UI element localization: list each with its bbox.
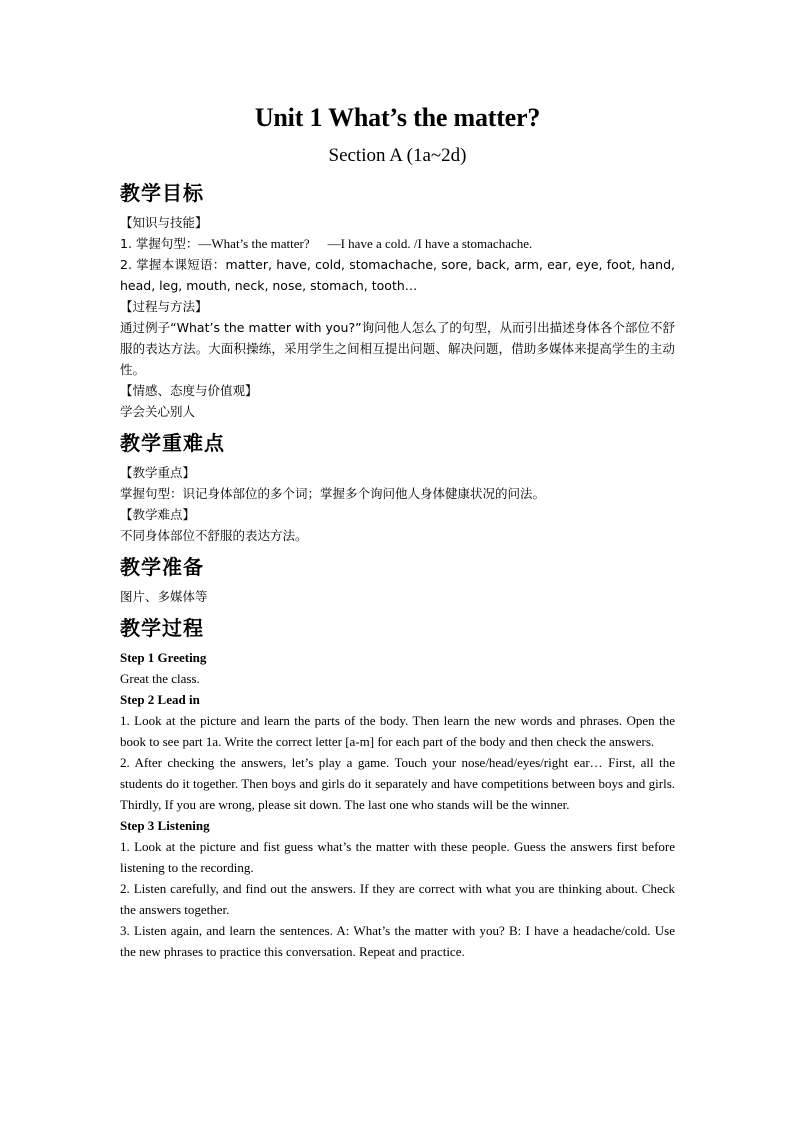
objectives-section xyxy=(120,178,675,422)
key-points-section xyxy=(120,428,675,546)
difficulty-text: 不同身体部位不舒服的表达方法。 xyxy=(120,528,308,543)
objective-item-1-prefix: 1. 掌握句型： xyxy=(120,236,199,251)
page-subtitle: Section A (1a~2d) xyxy=(328,145,467,166)
process-label: 【过程与方法】 xyxy=(120,299,208,314)
procedure-heading: 教学过程 xyxy=(120,616,204,640)
objective-item-1-question: —What’s the matter? xyxy=(198,236,310,251)
step-3-paragraph-2: 2. Listen carefully, and find out the answers. If they are correct with what you are thinking about. Check the answers together. xyxy=(120,881,675,917)
step-2-title: Step 2 Lead in xyxy=(120,692,200,707)
objective-item-2: 2. 掌握本课短语：matter, have, cold, stomachache, sore, back, arm, ear, eye, foot, hand, head, leg, mouth, neck, nose, stomach, tooth… xyxy=(120,257,675,293)
objective-item-1 xyxy=(120,233,675,254)
step-3-paragraph-1: 1. Look at the picture and fist guess what’s the matter with these people. Guess the answers first before listening to the recording. xyxy=(120,839,675,875)
preparation-heading: 教学准备 xyxy=(120,555,204,579)
procedure-section xyxy=(120,613,675,962)
page-title: Unit 1 What’s the matter? xyxy=(254,103,541,132)
focus-label: 【教学重点】 xyxy=(120,465,196,480)
step-2-paragraph-1: 1. Look at the picture and learn the parts of the body. Then learn the new words and phrases. Open the book to see part 1a. Write the correct letter [a-m] for each part of the body and then check the answers. xyxy=(120,713,675,749)
objective-item-1-answer: —I have a cold. /I have a stomachache. xyxy=(327,236,533,251)
emotion-text: 学会关心别人 xyxy=(120,404,196,419)
step-3-paragraph-3: 3. Listen again, and learn the sentences. A: What’s the matter with you? B: I have a headache/cold. Use the new phrases to practice this conversation. Repeat and practice. xyxy=(120,923,675,959)
preparation-text: 图片、多媒体等 xyxy=(120,589,208,604)
knowledge-label: 【知识与技能】 xyxy=(120,215,208,230)
emotion-label: 【情感、态度与价值观】 xyxy=(120,383,258,398)
step-2-paragraph-2: 2. After checking the answers, let’s play a game. Touch your nose/head/eyes/right ear… First, all the students do it together. Then boys and girls do it separately and have competitions between boys and girls. Thirdly, If you are wrong, please sit down. The last one who stands will be the winner. xyxy=(120,755,675,812)
step-3-title: Step 3 Listening xyxy=(120,818,210,833)
difficulty-label: 【教学难点】 xyxy=(120,507,196,522)
process-text: 通过例子“What’s the matter with you?”询问他人怎么了的句型，从而引出描述身体各个部位不舒服的表达方法。大面积操练，采用学生之间相互提出问题、解决问题，借助多媒体来提高学生的主动性。 xyxy=(120,320,675,377)
preparation-section xyxy=(120,552,675,607)
step-1-text: Great the class. xyxy=(120,671,200,686)
step-1-title: Step 1 Greeting xyxy=(120,650,207,665)
key-points-heading: 教学重难点 xyxy=(120,431,225,455)
document-content xyxy=(120,100,675,962)
focus-text: 掌握句型：识记身体部位的多个词；掌握多个询问他人身体健康状况的问法。 xyxy=(120,486,546,501)
objectives-heading: 教学目标 xyxy=(120,181,204,205)
